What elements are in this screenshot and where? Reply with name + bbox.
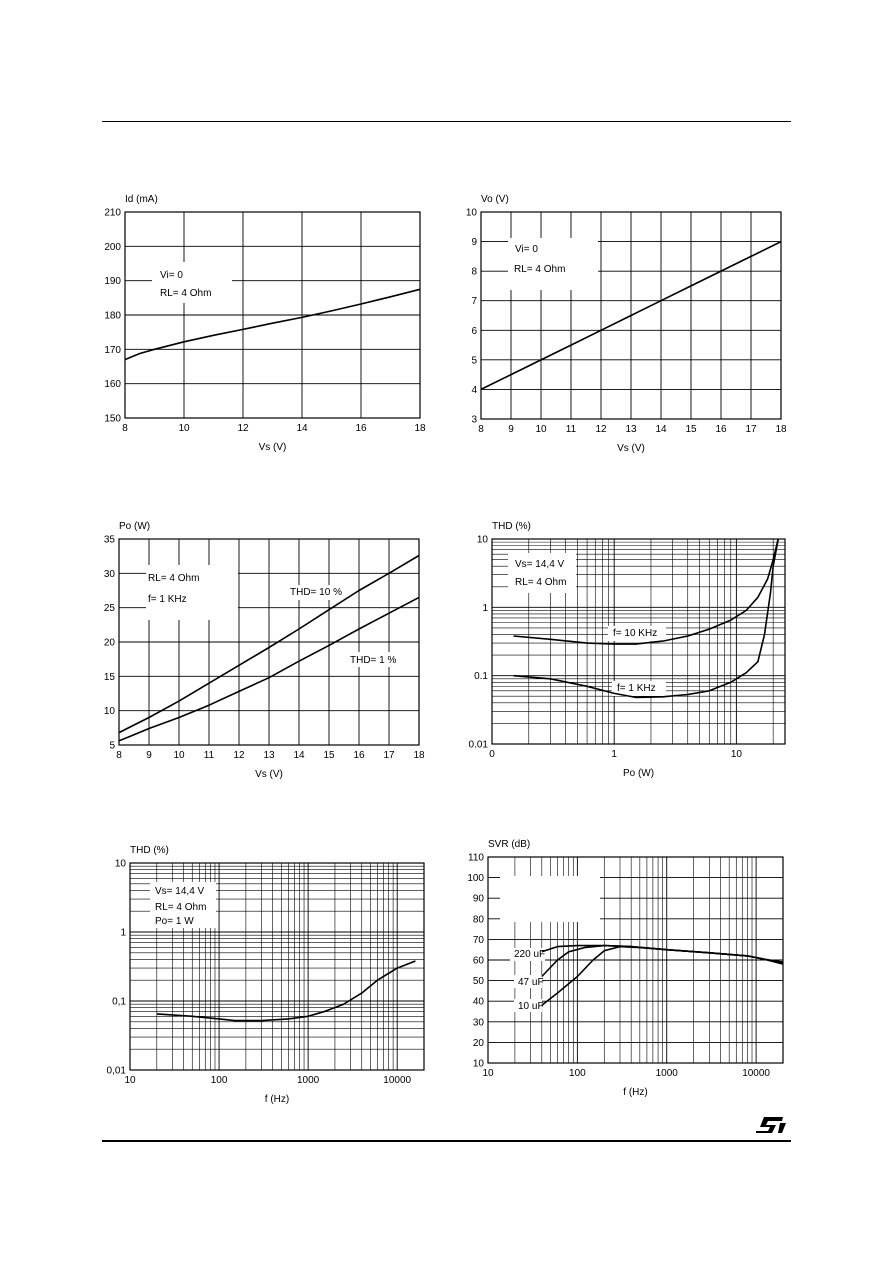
y-tick-label: 60 (472, 955, 484, 967)
x-tick-label: 8 (478, 424, 484, 435)
condition-annotation: Vi= 0 (515, 244, 538, 255)
y-tick-label: 180 (104, 310, 121, 322)
y-tick-label: 8 (471, 266, 477, 278)
y-axis-label: THD (%) (492, 521, 531, 532)
grid (125, 212, 420, 418)
y-tick-label: 15 (103, 671, 115, 683)
y-tick-label: 150 (104, 413, 121, 425)
y-tick-label: 0.01 (468, 739, 488, 751)
condition-annotation: Vs= 14,4 V (515, 559, 565, 570)
y-tick-label: 4 (471, 384, 477, 396)
y-tick-label: 3 (471, 414, 477, 426)
chart-1 (104, 194, 426, 453)
y-axis-label: SVR (dB) (488, 839, 531, 850)
x-tick-label: 16 (715, 424, 727, 435)
y-tick-label: 1 (482, 602, 488, 614)
x-tick-label: 10 (173, 750, 185, 761)
condition-annotation: Po= 1 W (155, 916, 194, 927)
y-tick-label: 10 (472, 1058, 484, 1070)
y-tick-label: 200 (104, 241, 121, 253)
x-tick-label: 12 (595, 424, 607, 435)
x-tick-label: 13 (625, 424, 637, 435)
x-tick-label: 14 (655, 424, 667, 435)
y-tick-label: 5 (109, 740, 115, 752)
x-tick-label: 15 (685, 424, 697, 435)
y-tick-label: 20 (103, 637, 115, 649)
chart-4 (469, 521, 785, 779)
x-axis-label: f (Hz) (264, 1094, 290, 1105)
chart-5 (107, 845, 424, 1105)
series-label: 10 uF (518, 1001, 544, 1012)
x-tick-label: 10 (482, 1068, 494, 1079)
condition-annotation: RL= 4 Ohm (514, 264, 566, 275)
x-axis-label: Vs (V) (258, 442, 287, 453)
y-tick-label: 50 (472, 976, 484, 988)
y-axis-label: THD (%) (130, 845, 169, 856)
series-label: 47 uF (518, 977, 544, 988)
y-tick-label: 25 (103, 603, 115, 615)
series-label: f= 1 KHz (617, 683, 656, 694)
y-tick-label: 100 (467, 873, 484, 885)
x-tick-label: 15 (323, 750, 335, 761)
x-tick-label: 10 (535, 424, 547, 435)
x-tick-label: 11 (203, 750, 215, 761)
x-tick-label: 18 (413, 750, 425, 761)
y-tick-label: 70 (472, 934, 484, 946)
y-tick-label: 80 (472, 914, 484, 926)
y-tick-label: 30 (472, 1017, 484, 1029)
x-tick-label: 1 (611, 749, 617, 760)
y-tick-label: 10 (476, 534, 488, 546)
y-tick-label: 30 (103, 568, 115, 580)
y-tick-label: 170 (104, 344, 121, 356)
y-tick-label: 5 (471, 355, 477, 367)
x-tick-label: 16 (353, 750, 365, 761)
x-tick-label: 9 (146, 750, 152, 761)
x-tick-label: 8 (116, 750, 122, 761)
y-tick-label: 40 (472, 996, 484, 1008)
series-label: 220 uF (514, 949, 546, 960)
x-tick-label: 14 (296, 423, 308, 434)
y-tick-label: 20 (472, 1037, 484, 1049)
y-tick-label: 7 (471, 296, 477, 308)
x-tick-label: 18 (775, 424, 787, 435)
y-axis-label: Po (W) (119, 521, 151, 532)
x-tick-label: 18 (414, 423, 426, 434)
x-tick-label: 12 (237, 423, 249, 434)
condition-annotation: RL= 4 Ohm (515, 577, 567, 588)
y-tick-label: 0,1 (112, 996, 126, 1008)
y-tick-label: 0,01 (106, 1065, 126, 1077)
y-axis-label: Vo (V) (481, 194, 509, 205)
series-label: THD= 1 % (350, 655, 397, 666)
annotation-box (500, 876, 600, 922)
y-tick-label: 10 (103, 706, 115, 718)
y-tick-label: 35 (103, 534, 115, 546)
condition-annotation: Vi= 0 (160, 270, 183, 281)
x-tick-label: 100 (210, 1075, 228, 1086)
y-tick-label: 6 (471, 325, 477, 337)
y-tick-label: 9 (471, 237, 477, 249)
x-tick-label: 10 (178, 423, 190, 434)
x-tick-label: 10000 (742, 1068, 771, 1079)
y-tick-label: 10 (465, 207, 477, 219)
x-tick-label: 10 (124, 1075, 136, 1086)
chart-2 (466, 194, 787, 454)
x-tick-label: 1000 (655, 1068, 678, 1079)
x-axis-label: Vs (V) (255, 769, 283, 780)
y-tick-label: 110 (468, 852, 484, 864)
condition-annotation: RL= 4 Ohm (155, 902, 207, 913)
x-tick-label: 10000 (383, 1075, 412, 1086)
x-tick-label: 8 (122, 423, 128, 434)
x-tick-label: 12 (233, 750, 245, 761)
x-tick-label: 1000 (297, 1075, 320, 1086)
series-label: THD= 10 % (290, 587, 342, 598)
x-tick-label: 0 (489, 749, 495, 760)
y-tick-label: 10 (114, 858, 126, 870)
y-tick-label: 0.1 (474, 671, 488, 683)
condition-annotation: RL= 4 Ohm (148, 573, 200, 584)
chart-6 (467, 839, 783, 1098)
y-axis-label: Id (mA) (125, 194, 158, 205)
x-tick-label: 10 (730, 749, 742, 760)
x-tick-label: 13 (263, 750, 275, 761)
condition-annotation: RL= 4 Ohm (160, 288, 212, 299)
x-tick-label: 16 (355, 423, 367, 434)
y-tick-label: 160 (104, 379, 121, 391)
x-tick-label: 17 (745, 424, 757, 435)
chart-3 (104, 521, 425, 780)
x-tick-label: 100 (569, 1068, 586, 1079)
series-label: f= 10 KHz (613, 628, 658, 639)
y-tick-label: 210 (104, 207, 121, 219)
y-tick-label: 90 (472, 893, 484, 905)
y-tick-label: 1 (120, 927, 126, 939)
condition-annotation: Vs= 14,4 V (155, 886, 205, 897)
x-tick-label: 17 (383, 750, 395, 761)
x-axis-label: f (Hz) (623, 1087, 648, 1098)
x-tick-label: 9 (508, 424, 514, 435)
x-tick-label: 11 (565, 424, 577, 435)
x-axis-label: Po (W) (622, 768, 655, 779)
st-logo-icon (752, 1113, 792, 1137)
x-tick-label: 14 (293, 750, 305, 761)
y-tick-label: 190 (104, 276, 121, 288)
condition-annotation: f= 1 KHz (148, 594, 187, 605)
x-axis-label: Vs (V) (617, 443, 645, 454)
